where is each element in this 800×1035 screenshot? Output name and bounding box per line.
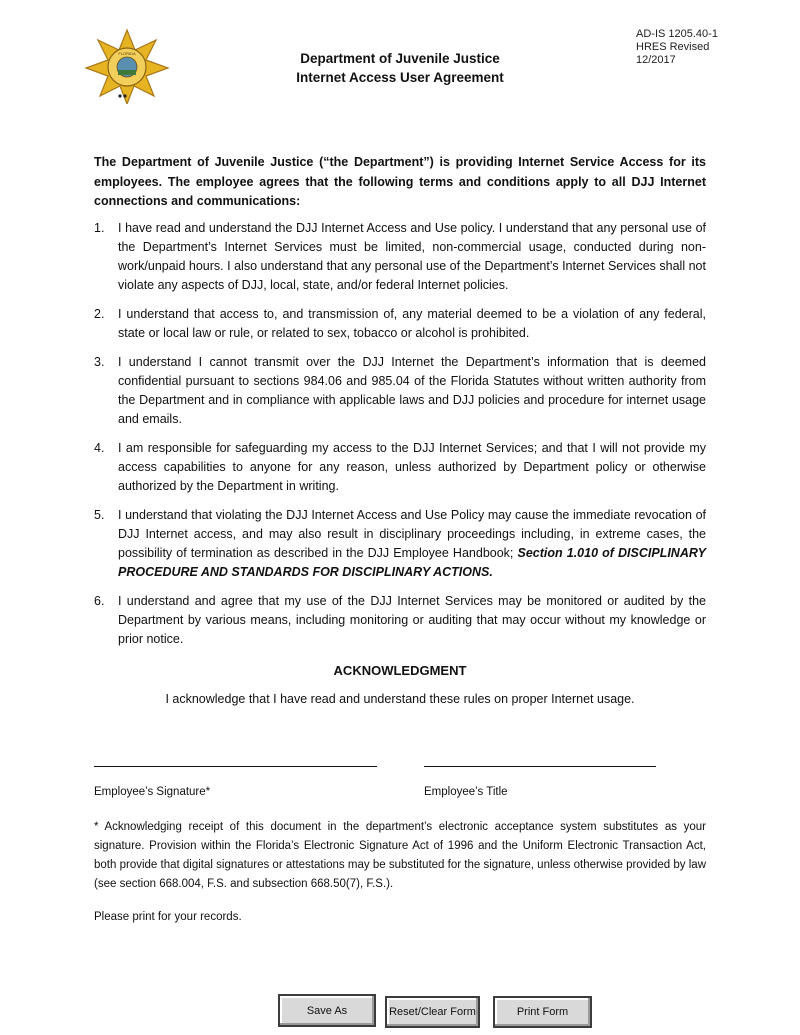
intro-paragraph: The Department of Juvenile Justice (“the Department”) is providing Internet Service Access for its employees. The employee agrees that the following terms and conditions apply to all DJJ Internet connections and communications: [94,155,706,208]
print-form-button[interactable]: Print Form [493,996,592,1028]
handbook-section-reference: Section 1.010 of DISCIPLINARY PROCEDURE AND STANDARDS FOR DISCIPLINARY ACTIONS. [118,546,706,579]
list-text: I understand that violating the DJJ Internet Access and Use Policy may cause the immediate revocation of DJJ Internet access, and may also result in disciplinary proceedings including, in extreme cases, the possibility of termination as described in the DJJ Employee Handbook; [118,508,706,560]
save-as-button[interactable]: Save As [278,994,376,1027]
acknowledgment-text: I acknowledge that I have read and understand these rules on proper Internet usage. [165,692,635,706]
list-text: I understand and agree that my use of the DJJ Internet Services may be monitored or audited by the Department by various means, including monitoring or auditing that may occur without my knowledge or prior notice. [118,594,706,646]
list-number: 1. [94,221,105,235]
print-note: Please print for your records. [94,911,242,923]
reset-clear-form-button[interactable]: Reset/Clear Form [385,996,480,1028]
list-text: I have read and understand the DJJ Internet Access and Use policy. I understand that any personal use of the Department’s Internet Services must be limited, non-commercial usage, conducted during non-work/unpaid hours. I also understand that any personal use of the Department’s Internet Services shall not violate any aspects of DJJ, local, state, and/or federal Internet policies. [118,221,706,292]
list-number: 6. [94,594,105,608]
list-text: I understand I cannot transmit over the DJJ Internet the Department’s information that is deemed confidential pursuant to sections 984.06 and 985.04 of the Florida Statutes without written authority from the Department and in compliance with applicable laws and DJJ policies and procedure for internet usage and emails. [118,355,706,426]
list-item [94,305,706,343]
terms-list [94,219,706,659]
list-item [94,219,706,295]
list-number: 4. [94,441,105,455]
employee-title-label: Employee’s Title [424,786,508,798]
form-code-line: HRES Revised [636,41,710,53]
list-item [94,592,706,649]
form-code [636,28,718,67]
list-text: I understand that access to, and transmission of, any material deemed to be a violation of any federal, state or local law or rule, or related to sex, tobacco or alcohol is prohibited. [118,307,706,340]
employee-title-field[interactable] [424,766,656,767]
list-item [94,506,706,582]
list-number: 3. [94,355,105,369]
document-title [220,49,580,87]
djj-badge-logo [84,28,170,104]
signature-footnote: * Acknowledging receipt of this document in the department’s electronic acceptance system substitutes as your signature. Provision within the Florida’s Electronic Signature Act of 1996 and the Uniform Electronic Transaction Act, both provide that digital signatures or attestations may be substituted for the signature, unless otherwise provided by law (see section 668.004, F.S. and subsection 668.50(7), F.S.). [94,821,706,890]
list-number: 5. [94,508,105,522]
seal-state-text: FLORIDA [118,51,136,56]
title-line-2: Internet Access User Agreement [296,70,504,85]
form-code-line: 12/2017 [636,54,676,66]
title-line-1: Department of Juvenile Justice [300,51,500,66]
form-code-line: AD-IS 1205.40-1 [636,28,718,40]
employee-signature-field[interactable] [94,766,377,767]
employee-signature-label: Employee’s Signature* [94,786,211,798]
list-number: 2. [94,307,105,321]
list-text: I am responsible for safeguarding my access to the DJJ Internet Services; and that I will not provide my access capabilities to anyone for any reason, unless authorized by Department policy or otherwise authorized by the Department in writing. [118,441,706,493]
list-item [94,353,706,429]
acknowledgment-heading: ACKNOWLEDGMENT [333,663,467,678]
list-item [94,439,706,496]
